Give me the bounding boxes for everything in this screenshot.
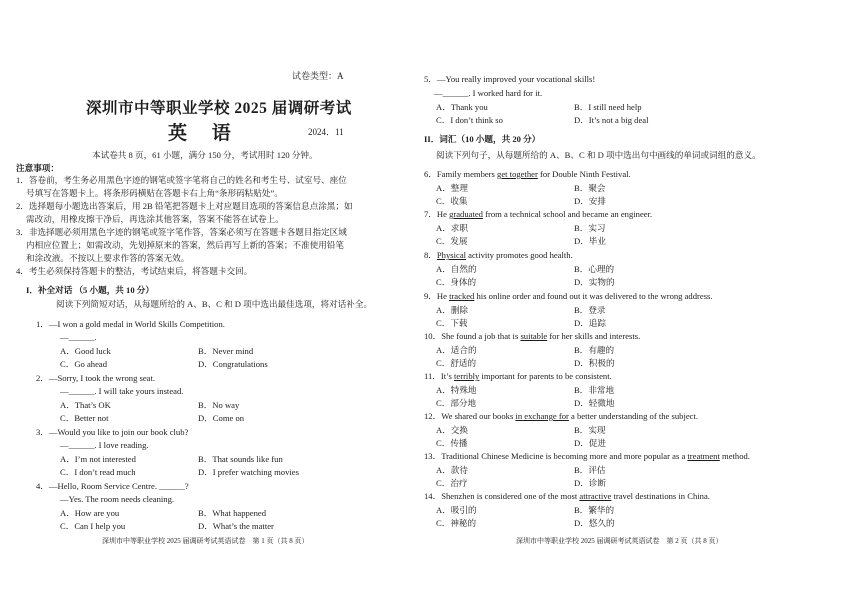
question-2-option-b[interactable]: B．No way	[198, 400, 240, 410]
question-5-option-a[interactable]: A．Thank you	[436, 102, 488, 112]
question-13-option-a[interactable]: A．款待	[436, 465, 468, 475]
question-10-option-c[interactable]: C．舒适的	[436, 358, 477, 368]
question-14-option-a[interactable]: A．吸引的	[436, 505, 477, 515]
right-page	[420, 0, 860, 608]
notice-line: 3．非选择题必须用黑色字迹的钢笔或签字笔作答，答案必须写在答题卡各题目指定区域	[16, 227, 347, 237]
question-2-line1: 2．—Sorry, I took the wrong seat.	[36, 373, 156, 383]
question-5-line2: —______. I worked hard for it.	[434, 88, 543, 98]
question-14-stem: 14．Shenzhen is considered one of the most attractive travel destinations in China.	[424, 491, 710, 501]
paper-type: 试卷类型：A	[292, 71, 344, 81]
section1-heading: I．补全对话 （5 小题，共 10 分）	[26, 285, 154, 295]
question-3-line2: —______. I love reading.	[60, 440, 149, 450]
question-11-option-d[interactable]: D．轻微地	[574, 398, 615, 408]
question-3-option-c[interactable]: C．I don’t read much	[60, 467, 136, 477]
subject-title: 英 语	[168, 123, 241, 144]
question-9-stem: 9．He tracked his online order and found out it was delivered to the wrong address.	[424, 291, 713, 301]
question-3-option-d[interactable]: D．I prefer watching movies	[198, 467, 299, 477]
notice-line: 需改动，用橡皮擦干净后，再选涂其他答案，答案不能答在试卷上。	[26, 214, 284, 224]
question-1-option-a[interactable]: A．Good luck	[60, 346, 111, 356]
question-7-option-b[interactable]: B．实习	[574, 223, 606, 233]
section2-instructions: 阅读下列句子，从每题所给的 A、B、C 和 D 项中选出句中画线的单词或词组的意义。	[436, 150, 761, 160]
question-7-option-c[interactable]: C．发展	[436, 236, 468, 246]
notice-heading: 注意事项：	[16, 163, 59, 173]
question-13-option-d[interactable]: D．诊断	[574, 478, 606, 488]
question-1-option-d[interactable]: D．Congratulations	[198, 359, 268, 369]
question-5-option-b[interactable]: B．I still need help	[574, 102, 642, 112]
notice-line: 4．考生必须保持答题卡的整洁，考试结束后，将答题卡交回。	[16, 266, 253, 276]
question-12-option-c[interactable]: C．传播	[436, 438, 468, 448]
question-2-option-a[interactable]: A．That’s OK	[60, 400, 111, 410]
page-footer: 深圳市中等职业学校 2025 届调研考试英语试卷 第 2 页（共 8 页）	[516, 537, 723, 545]
question-2-option-d[interactable]: D．Come on	[198, 413, 245, 423]
question-13-option-b[interactable]: B．评估	[574, 465, 606, 475]
question-11-stem: 11．It’s terribly important for parents to be consistent.	[424, 371, 612, 381]
question-6-option-b[interactable]: B．聚会	[574, 183, 606, 193]
question-6-option-c[interactable]: C．收集	[436, 196, 468, 206]
question-5-line1: 5．—You really improved your vocational skills!	[424, 74, 596, 84]
question-5-option-c[interactable]: C．I don’t think so	[436, 115, 503, 125]
question-3-line1: 3．—Would you like to join our book club?	[36, 427, 189, 437]
question-8-option-d[interactable]: D．实物的	[574, 277, 615, 287]
question-1-option-c[interactable]: C．Go ahead	[60, 359, 108, 369]
question-11-option-a[interactable]: A．特殊地	[436, 385, 477, 395]
section1-instructions: 阅读下列简短对话，从每题所给的 A、B、C 和 D 项中选出最佳选项，将对话补全。	[56, 299, 373, 309]
question-2-line2: —______. I will take yours instead.	[60, 386, 184, 396]
question-12-option-b[interactable]: B．实现	[574, 425, 606, 435]
question-12-stem: 12．We shared our books in exchange for a better understanding of the subject.	[424, 411, 698, 421]
question-3-option-b[interactable]: B．That sounds like fun	[198, 454, 283, 464]
question-4-line2: —Yes. The room needs cleaning.	[60, 494, 175, 504]
question-4-line1: 4．—Hello, Room Service Centre. ______?	[36, 481, 189, 491]
exam-info: 本试卷共 8 页，61 小题，满分 150 分，考试用时 120 分钟。	[92, 150, 318, 160]
notice-line: 号填写在答题卡上。将条形码横贴在答题卡右上角“条形码粘贴处”。	[26, 188, 283, 198]
question-6-stem: 6．Family members get together for Double Ninth Festival.	[424, 169, 631, 179]
question-4-option-a[interactable]: A．How are you	[60, 508, 120, 518]
question-8-stem: 8．Physical activity promotes good health.	[424, 250, 573, 260]
question-4-option-d[interactable]: D．What’s the matter	[198, 521, 274, 531]
question-4-option-b[interactable]: B．What happened	[198, 508, 267, 518]
exam-title: 深圳市中等职业学校 2025 届调研考试	[86, 100, 352, 117]
question-3-option-a[interactable]: A．I’m not interested	[60, 454, 136, 464]
question-14-option-c[interactable]: C．神秘的	[436, 518, 477, 528]
question-10-option-b[interactable]: B．有趣的	[574, 345, 615, 355]
question-10-option-d[interactable]: D．积极的	[574, 358, 615, 368]
notice-line: 内相应位置上；如需改动，先划掉原来的答案，然后再写上新的答案；不准使用铅笔	[26, 240, 344, 250]
question-9-option-b[interactable]: B．登录	[574, 305, 606, 315]
question-9-option-a[interactable]: A．删除	[436, 305, 468, 315]
notice-line: 和涂改液。不按以上要求作答的答案无效。	[26, 253, 190, 263]
question-1-line1: 1．—I won a gold medal in World Skills Competition.	[36, 319, 225, 329]
section2-heading: II．词汇（10 小题，共 20 分）	[424, 134, 541, 144]
question-10-option-a[interactable]: A．适合的	[436, 345, 477, 355]
question-1-option-b[interactable]: B．Never mind	[198, 346, 254, 356]
notice-line: 2．选择题每小题选出答案后，用 2B 铅笔把答题卡上对应题目选项的答案信息点涂黑；如	[16, 201, 353, 211]
question-7-option-d[interactable]: D．毕业	[574, 236, 606, 246]
question-1-line2: —______.	[60, 332, 97, 342]
question-11-option-b[interactable]: B．非常地	[574, 385, 615, 395]
question-11-option-c[interactable]: C．部分地	[436, 398, 477, 408]
question-6-option-a[interactable]: A．整理	[436, 183, 468, 193]
question-12-option-a[interactable]: A．交换	[436, 425, 468, 435]
question-9-option-d[interactable]: D．追踪	[574, 318, 606, 328]
notice-line: 1．答卷前，考生务必用黑色字迹的钢笔或签字笔将自己的姓名和考生号、试室号、座位	[16, 175, 347, 185]
question-7-stem: 7．He graduated from a technical school and became an engineer.	[424, 209, 653, 219]
question-2-option-c[interactable]: C．Better not	[60, 413, 109, 423]
question-8-option-a[interactable]: A．自然的	[436, 264, 477, 274]
exam-date: 2024．11	[308, 127, 344, 137]
page-footer: 深圳市中等职业学校 2025 届调研考试英语试卷 第 1 页（共 8 页）	[102, 537, 309, 545]
question-8-option-b[interactable]: B．心理的	[574, 264, 615, 274]
question-10-stem: 10．She found a job that is suitable for her skills and interests.	[424, 331, 641, 341]
question-14-option-b[interactable]: B．繁华的	[574, 505, 615, 515]
question-4-option-c[interactable]: C．Can I help you	[60, 521, 126, 531]
question-13-option-c[interactable]: C．治疗	[436, 478, 468, 488]
question-5-option-d[interactable]: D．It’s not a big deal	[574, 115, 649, 125]
left-page	[0, 0, 420, 608]
question-13-stem: 13．Traditional Chinese Medicine is becoming more and more popular as a treatment method.	[424, 451, 750, 461]
question-7-option-a[interactable]: A．求职	[436, 223, 468, 233]
question-12-option-d[interactable]: D．促进	[574, 438, 606, 448]
question-8-option-c[interactable]: C．身体的	[436, 277, 477, 287]
question-9-option-c[interactable]: C．下载	[436, 318, 468, 328]
question-14-option-d[interactable]: D．悠久的	[574, 518, 615, 528]
question-6-option-d[interactable]: D．安排	[574, 196, 606, 206]
